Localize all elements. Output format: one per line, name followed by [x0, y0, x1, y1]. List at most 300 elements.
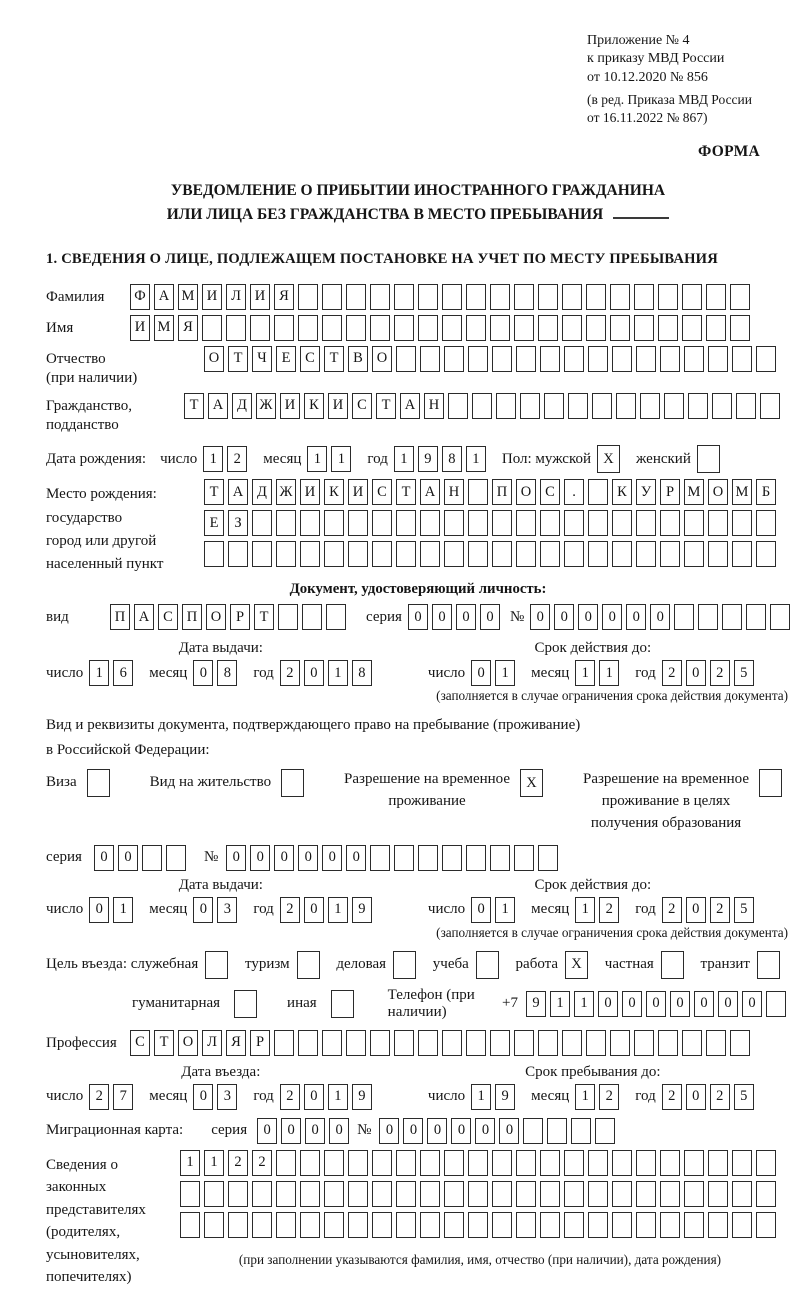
char-box[interactable]	[708, 1212, 728, 1238]
char-box[interactable]	[444, 346, 464, 372]
char-box[interactable]	[396, 541, 416, 567]
char-box[interactable]	[372, 1150, 392, 1176]
birth-year-boxes[interactable]	[394, 446, 490, 472]
char-box[interactable]: 1	[328, 1084, 348, 1110]
char-box[interactable]: 0	[304, 1084, 324, 1110]
char-box[interactable]	[228, 541, 248, 567]
char-box[interactable]	[324, 1212, 344, 1238]
char-box[interactable]	[756, 541, 776, 567]
profession-boxes[interactable]	[130, 1030, 754, 1056]
char-box[interactable]	[612, 510, 632, 536]
char-box[interactable]: 0	[530, 604, 550, 630]
char-box[interactable]: 0	[322, 845, 342, 871]
char-box[interactable]: 5	[734, 897, 754, 923]
char-box[interactable]: 2	[280, 660, 300, 686]
char-box[interactable]	[612, 1212, 632, 1238]
char-box[interactable]: А	[208, 393, 228, 419]
char-box[interactable]: 7	[113, 1084, 133, 1110]
char-box[interactable]	[708, 1181, 728, 1207]
char-box[interactable]	[730, 1030, 750, 1056]
doc-valid-year-boxes[interactable]	[662, 660, 758, 686]
char-box[interactable]: 9	[495, 1084, 515, 1110]
char-box[interactable]	[326, 604, 346, 630]
visa-checkbox[interactable]	[87, 769, 114, 797]
char-box[interactable]: 0	[257, 1118, 277, 1144]
char-box[interactable]: 1	[331, 446, 351, 472]
permit-issue-day-boxes[interactable]	[89, 897, 137, 923]
birth-month-boxes[interactable]	[307, 446, 355, 472]
char-box[interactable]	[396, 346, 416, 372]
char-box[interactable]: 9	[352, 897, 372, 923]
char-box[interactable]	[324, 510, 344, 536]
char-box[interactable]	[393, 951, 416, 979]
permit-number-boxes[interactable]	[226, 845, 562, 871]
char-box[interactable]: 0	[499, 1118, 519, 1144]
char-box[interactable]	[610, 284, 630, 310]
char-box[interactable]	[372, 1181, 392, 1207]
char-box[interactable]	[684, 1181, 704, 1207]
char-box[interactable]: 1	[203, 446, 223, 472]
char-box[interactable]	[468, 1150, 488, 1176]
char-box[interactable]: 0	[718, 991, 738, 1017]
char-box[interactable]	[523, 1118, 543, 1144]
temporary-residence-checkbox[interactable]	[520, 769, 547, 797]
char-box[interactable]	[684, 541, 704, 567]
char-box[interactable]	[516, 1181, 536, 1207]
doc-issue-month-boxes[interactable]	[193, 660, 241, 686]
purpose-official-checkbox[interactable]	[205, 951, 232, 979]
char-box[interactable]: В	[348, 346, 368, 372]
char-box[interactable]	[516, 346, 536, 372]
char-box[interactable]	[468, 479, 488, 505]
char-box[interactable]: 9	[352, 1084, 372, 1110]
char-box[interactable]	[324, 1181, 344, 1207]
char-box[interactable]	[281, 769, 304, 797]
char-box[interactable]	[205, 951, 228, 979]
char-box[interactable]	[418, 845, 438, 871]
char-box[interactable]: 1	[575, 660, 595, 686]
char-box[interactable]: 0	[694, 991, 714, 1017]
char-box[interactable]	[418, 1030, 438, 1056]
char-box[interactable]	[298, 315, 318, 341]
char-box[interactable]	[564, 541, 584, 567]
char-box[interactable]: К	[304, 393, 324, 419]
char-box[interactable]: 5	[734, 1084, 754, 1110]
char-box[interactable]: 0	[193, 660, 213, 686]
char-box[interactable]	[588, 479, 608, 505]
char-box[interactable]	[252, 510, 272, 536]
char-box[interactable]	[712, 393, 732, 419]
permit-valid-day-boxes[interactable]	[471, 897, 519, 923]
char-box[interactable]	[708, 1150, 728, 1176]
char-box[interactable]	[442, 845, 462, 871]
char-box[interactable]: 8	[352, 660, 372, 686]
char-box[interactable]: Т	[324, 346, 344, 372]
char-box[interactable]	[708, 541, 728, 567]
char-box[interactable]	[418, 315, 438, 341]
char-box[interactable]	[514, 845, 534, 871]
birth-day-boxes[interactable]	[203, 446, 251, 472]
char-box[interactable]	[490, 1030, 510, 1056]
char-box[interactable]: 0	[686, 897, 706, 923]
char-box[interactable]: К	[612, 479, 632, 505]
char-box[interactable]: М	[684, 479, 704, 505]
char-box[interactable]: 9	[418, 446, 438, 472]
char-box[interactable]	[496, 393, 516, 419]
char-box[interactable]	[658, 315, 678, 341]
char-box[interactable]	[87, 769, 110, 797]
char-box[interactable]: Б	[756, 479, 776, 505]
char-box[interactable]	[204, 1181, 224, 1207]
char-box[interactable]: 0	[89, 897, 109, 923]
char-box[interactable]: 0	[304, 660, 324, 686]
char-box[interactable]	[442, 284, 462, 310]
purpose-other-checkbox[interactable]	[331, 990, 358, 1018]
char-box[interactable]	[706, 1030, 726, 1056]
char-box[interactable]	[348, 1212, 368, 1238]
char-box[interactable]	[514, 284, 534, 310]
purpose-tourism-checkbox[interactable]	[297, 951, 324, 979]
char-box[interactable]: Т	[254, 604, 274, 630]
char-box[interactable]: Т	[184, 393, 204, 419]
char-box[interactable]: 2	[89, 1084, 109, 1110]
char-box[interactable]	[468, 346, 488, 372]
char-box[interactable]: 2	[227, 446, 247, 472]
char-box[interactable]	[372, 541, 392, 567]
char-box[interactable]: М	[154, 315, 174, 341]
char-box[interactable]	[468, 1181, 488, 1207]
char-box[interactable]	[492, 1212, 512, 1238]
char-box[interactable]	[420, 541, 440, 567]
char-box[interactable]: 3	[217, 897, 237, 923]
char-box[interactable]	[322, 1030, 342, 1056]
char-box[interactable]	[732, 1181, 752, 1207]
char-box[interactable]: 1	[550, 991, 570, 1017]
char-box[interactable]	[468, 1212, 488, 1238]
char-box[interactable]: 1	[328, 897, 348, 923]
char-box[interactable]	[300, 1150, 320, 1176]
char-box[interactable]: 6	[113, 660, 133, 686]
char-box[interactable]	[697, 445, 720, 473]
char-box[interactable]	[571, 1118, 591, 1144]
char-box[interactable]	[612, 346, 632, 372]
char-box[interactable]: 0	[118, 845, 138, 871]
char-box[interactable]	[396, 1181, 416, 1207]
char-box[interactable]	[442, 315, 462, 341]
char-box[interactable]	[661, 951, 684, 979]
char-box[interactable]: 2	[710, 660, 730, 686]
doc-issue-year-boxes[interactable]	[280, 660, 376, 686]
char-box[interactable]: 0	[475, 1118, 495, 1144]
char-box[interactable]	[204, 1212, 224, 1238]
char-box[interactable]: 0	[427, 1118, 447, 1144]
char-box[interactable]	[276, 1181, 296, 1207]
char-box[interactable]	[472, 393, 492, 419]
char-box[interactable]: Р	[250, 1030, 270, 1056]
char-box[interactable]	[180, 1212, 200, 1238]
char-box[interactable]	[538, 315, 558, 341]
char-box[interactable]	[166, 845, 186, 871]
char-box[interactable]: 2	[280, 897, 300, 923]
char-box[interactable]	[586, 284, 606, 310]
char-box[interactable]: 0	[403, 1118, 423, 1144]
char-box[interactable]	[274, 1030, 294, 1056]
char-box[interactable]	[732, 541, 752, 567]
char-box[interactable]: И	[280, 393, 300, 419]
char-box[interactable]: К	[324, 479, 344, 505]
char-box[interactable]	[592, 393, 612, 419]
char-box[interactable]	[634, 284, 654, 310]
char-box[interactable]	[756, 346, 776, 372]
char-box[interactable]	[684, 346, 704, 372]
char-box[interactable]	[514, 1030, 534, 1056]
char-box[interactable]: 0	[742, 991, 762, 1017]
char-box[interactable]	[636, 1150, 656, 1176]
char-box[interactable]: Е	[276, 346, 296, 372]
char-box[interactable]: 0	[646, 991, 666, 1017]
char-box[interactable]: 2	[662, 897, 682, 923]
char-box[interactable]	[420, 346, 440, 372]
char-box[interactable]: 2	[710, 897, 730, 923]
char-box[interactable]	[730, 315, 750, 341]
char-box[interactable]	[142, 845, 162, 871]
char-box[interactable]: А	[228, 479, 248, 505]
purpose-business-checkbox[interactable]	[393, 951, 420, 979]
char-box[interactable]	[516, 1150, 536, 1176]
char-box[interactable]: 2	[662, 660, 682, 686]
char-box[interactable]	[564, 1181, 584, 1207]
char-box[interactable]: И	[250, 284, 270, 310]
char-box[interactable]	[252, 541, 272, 567]
char-box[interactable]: 0	[346, 845, 366, 871]
surname-boxes[interactable]	[130, 284, 754, 310]
char-box[interactable]	[568, 393, 588, 419]
char-box[interactable]	[420, 1212, 440, 1238]
char-box[interactable]	[372, 510, 392, 536]
stay-month-boxes[interactable]	[575, 1084, 623, 1110]
char-box[interactable]	[300, 1212, 320, 1238]
char-box[interactable]	[588, 510, 608, 536]
char-box[interactable]	[418, 284, 438, 310]
char-box[interactable]	[298, 1030, 318, 1056]
char-box[interactable]: 0	[281, 1118, 301, 1144]
char-box[interactable]	[370, 1030, 390, 1056]
char-box[interactable]: М	[732, 479, 752, 505]
char-box[interactable]: Ж	[276, 479, 296, 505]
char-box[interactable]	[759, 769, 782, 797]
char-box[interactable]	[684, 510, 704, 536]
char-box[interactable]	[588, 1212, 608, 1238]
char-box[interactable]: С	[130, 1030, 150, 1056]
char-box[interactable]: Д	[252, 479, 272, 505]
char-box[interactable]	[394, 845, 414, 871]
char-box[interactable]	[564, 346, 584, 372]
char-box[interactable]: 0	[305, 1118, 325, 1144]
char-box[interactable]: Ч	[252, 346, 272, 372]
entry-month-boxes[interactable]	[193, 1084, 241, 1110]
char-box[interactable]	[278, 604, 298, 630]
char-box[interactable]	[664, 393, 684, 419]
char-box[interactable]: 0	[432, 604, 452, 630]
char-box[interactable]: Я	[178, 315, 198, 341]
permit-series-boxes[interactable]	[94, 845, 190, 871]
char-box[interactable]: X	[565, 951, 588, 979]
migration-series-boxes[interactable]	[257, 1118, 353, 1144]
entry-year-boxes[interactable]	[280, 1084, 376, 1110]
char-box[interactable]: 2	[228, 1150, 248, 1176]
char-box[interactable]: 2	[252, 1150, 272, 1176]
char-box[interactable]: 0	[650, 604, 670, 630]
char-box[interactable]	[547, 1118, 567, 1144]
char-box[interactable]	[324, 541, 344, 567]
char-box[interactable]: И	[348, 479, 368, 505]
char-box[interactable]	[640, 393, 660, 419]
char-box[interactable]	[732, 1150, 752, 1176]
char-box[interactable]: .	[564, 479, 584, 505]
char-box[interactable]	[595, 1118, 615, 1144]
citizenship-boxes[interactable]	[184, 393, 784, 419]
char-box[interactable]: О	[178, 1030, 198, 1056]
char-box[interactable]: И	[328, 393, 348, 419]
doc-series-boxes[interactable]	[408, 604, 504, 630]
char-box[interactable]	[476, 951, 499, 979]
char-box[interactable]	[274, 315, 294, 341]
char-box[interactable]	[466, 1030, 486, 1056]
char-box[interactable]	[228, 1212, 248, 1238]
char-box[interactable]	[490, 284, 510, 310]
char-box[interactable]: 0	[686, 1084, 706, 1110]
char-box[interactable]	[588, 1181, 608, 1207]
char-box[interactable]	[228, 1181, 248, 1207]
char-box[interactable]	[770, 604, 790, 630]
char-box[interactable]: Т	[154, 1030, 174, 1056]
char-box[interactable]	[706, 284, 726, 310]
char-box[interactable]	[756, 1212, 776, 1238]
char-box[interactable]	[698, 604, 718, 630]
char-box[interactable]	[540, 1150, 560, 1176]
representatives-row1-boxes[interactable]	[180, 1150, 780, 1176]
char-box[interactable]	[466, 284, 486, 310]
char-box[interactable]: А	[420, 479, 440, 505]
char-box[interactable]	[708, 510, 728, 536]
char-box[interactable]	[516, 541, 536, 567]
char-box[interactable]: 0	[471, 660, 491, 686]
char-box[interactable]	[492, 1181, 512, 1207]
char-box[interactable]	[766, 991, 786, 1017]
char-box[interactable]	[250, 315, 270, 341]
male-checkbox[interactable]	[597, 445, 624, 473]
char-box[interactable]: 3	[217, 1084, 237, 1110]
char-box[interactable]	[616, 393, 636, 419]
char-box[interactable]	[490, 845, 510, 871]
char-box[interactable]	[684, 1150, 704, 1176]
char-box[interactable]	[372, 1212, 392, 1238]
char-box[interactable]	[394, 284, 414, 310]
char-box[interactable]: X	[597, 445, 620, 473]
char-box[interactable]: 9	[526, 991, 546, 1017]
char-box[interactable]	[660, 1150, 680, 1176]
char-box[interactable]	[538, 284, 558, 310]
char-box[interactable]	[346, 1030, 366, 1056]
permit-issue-month-boxes[interactable]	[193, 897, 241, 923]
char-box[interactable]	[610, 1030, 630, 1056]
purpose-study-checkbox[interactable]	[476, 951, 503, 979]
char-box[interactable]: С	[158, 604, 178, 630]
char-box[interactable]: Т	[228, 346, 248, 372]
char-box[interactable]: Л	[226, 284, 246, 310]
char-box[interactable]	[610, 315, 630, 341]
char-box[interactable]	[722, 604, 742, 630]
migration-number-boxes[interactable]	[379, 1118, 619, 1144]
char-box[interactable]: 2	[599, 897, 619, 923]
char-box[interactable]	[396, 1212, 416, 1238]
char-box[interactable]	[757, 951, 780, 979]
char-box[interactable]: М	[178, 284, 198, 310]
char-box[interactable]	[324, 1150, 344, 1176]
char-box[interactable]	[636, 346, 656, 372]
char-box[interactable]: Е	[204, 510, 224, 536]
char-box[interactable]	[252, 1212, 272, 1238]
char-box[interactable]: Ж	[256, 393, 276, 419]
permit-issue-year-boxes[interactable]	[280, 897, 376, 923]
char-box[interactable]	[660, 346, 680, 372]
char-box[interactable]	[346, 315, 366, 341]
char-box[interactable]	[732, 346, 752, 372]
char-box[interactable]	[298, 284, 318, 310]
char-box[interactable]	[636, 1181, 656, 1207]
char-box[interactable]	[706, 315, 726, 341]
char-box[interactable]: Т	[396, 479, 416, 505]
char-box[interactable]	[492, 510, 512, 536]
char-box[interactable]	[636, 510, 656, 536]
char-box[interactable]: О	[204, 346, 224, 372]
female-checkbox[interactable]	[697, 445, 724, 473]
char-box[interactable]	[202, 315, 222, 341]
char-box[interactable]	[562, 1030, 582, 1056]
char-box[interactable]: 1	[204, 1150, 224, 1176]
birthplace-row2-boxes[interactable]	[204, 510, 780, 536]
char-box[interactable]: О	[372, 346, 392, 372]
char-box[interactable]: О	[516, 479, 536, 505]
char-box[interactable]	[660, 541, 680, 567]
char-box[interactable]: П	[182, 604, 202, 630]
char-box[interactable]: 8	[442, 446, 462, 472]
char-box[interactable]: Н	[424, 393, 444, 419]
char-box[interactable]: 0	[471, 897, 491, 923]
char-box[interactable]	[204, 541, 224, 567]
char-box[interactable]	[226, 315, 246, 341]
char-box[interactable]: 0	[193, 1084, 213, 1110]
char-box[interactable]	[444, 1181, 464, 1207]
char-box[interactable]: 8	[217, 660, 237, 686]
purpose-transit-checkbox[interactable]	[757, 951, 784, 979]
char-box[interactable]	[346, 284, 366, 310]
char-box[interactable]: 1	[466, 446, 486, 472]
permit-valid-month-boxes[interactable]	[575, 897, 623, 923]
char-box[interactable]	[520, 393, 540, 419]
char-box[interactable]	[682, 1030, 702, 1056]
char-box[interactable]	[660, 1181, 680, 1207]
char-box[interactable]	[540, 346, 560, 372]
char-box[interactable]: Д	[232, 393, 252, 419]
char-box[interactable]	[658, 284, 678, 310]
char-box[interactable]	[466, 315, 486, 341]
char-box[interactable]: 1	[307, 446, 327, 472]
char-box[interactable]	[756, 510, 776, 536]
char-box[interactable]	[756, 1150, 776, 1176]
char-box[interactable]: 0	[298, 845, 318, 871]
char-box[interactable]: У	[636, 479, 656, 505]
